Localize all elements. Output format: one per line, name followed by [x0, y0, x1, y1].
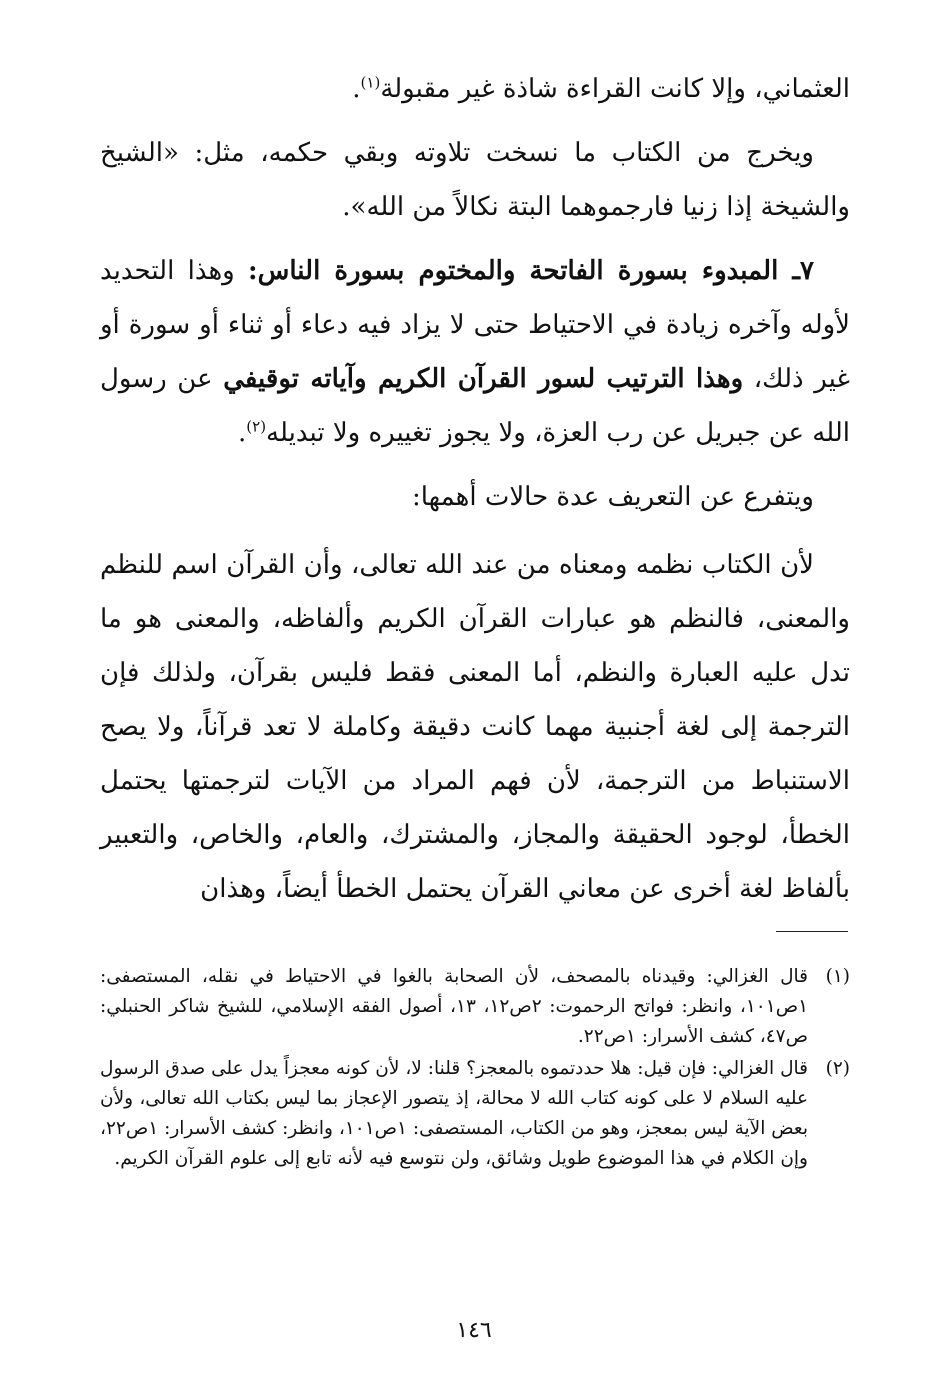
paragraph-5: لأن الكتاب نظمه ومعناه من عند الله تعالى، وأن القرآن اسم للنظم والمعنى، فالنظم هو عبارات القرآن الكريم وألفاظه، والمعنى هو ما تدل عليه العبارة والنظم، أما المعنى فقط فليس بقرآن، ولذلك فإن الترجمة إلى لغة أجنبية مهما كانت دقيقة وكاملة لا تعد قرآناً، ولا يصح الاستنباط من الترجمة، لأن فهم المراد من الآيات لترجمتها يحتمل الخطأ، لوجود الحقيقة والمجاز، والمشترك، والعام، والخاص، والتعبير بألفاظ لغة أخرى عن معاني القرآن يحتمل الخطأ أيضاً، وهذان — [100, 550, 850, 904]
paragraph-3-bold-phrase: وهذا الترتيب لسور القرآن الكريم وآياته توقيفي — [223, 364, 744, 394]
paragraph-2: ويخرج من الكتاب ما نسخت تلاوته وبقي حكمه، مثل: «الشيخ والشيخة إذا زنيا فارجموهما البتة نكالاً من الله». — [100, 138, 850, 222]
main-text — [100, 62, 850, 926]
footnote-ref-1[interactable]: (١) — [360, 73, 381, 92]
paragraph-3-text-b: عن رسول الله عن جبريل عن رب العزة، ولا يجوز تغييره ولا تبديله — [100, 364, 850, 448]
footnote-1-number: (١) — [825, 966, 850, 987]
paragraph-4: ويتفرع عن التعريف عدة حالات أهمها: — [411, 482, 814, 512]
footnote-2 — [100, 1054, 850, 1174]
footnote-ref-2[interactable]: (٢) — [246, 417, 267, 436]
paragraph-3-text-a: وهذا التحديد لأوله وآخره زيادة في الاحتياط حتى لا يزاد فيه دعاء أو ثناء أو سورة أو غير ذلك، — [100, 256, 851, 394]
paragraph-3 — [100, 244, 850, 460]
footnote-divider — [776, 931, 848, 932]
footnote-2-text: قال الغزالي: فإن قيل: هلا حددتموه بالمعجز؟ قلنا: لا، لأن كونه معجزاً يدل على صدق الرسول عليه السلام لا على كونه كتاب الله لا محالة، إذ يتصور الإعجاز بما ليس بكتاب الله تعالى، ولأن بعض الآية ليس بمعجز، وهو من الكتاب، المستصفى: ١ص١٠١، وانظر: كشف الأسرار: ١ص٢٢، وإن الكلام في هذا الموضوع طويل وشائق، ولن نتوسع فيه لأنه تابع إلى علوم القرآن الكريم. — [100, 1058, 808, 1169]
item-7-heading: ٧ـ المبدوء بسورة الفاتحة والمختوم بسورة الناس: — [248, 256, 814, 286]
footnotes — [100, 962, 850, 1176]
paragraph-1 — [100, 62, 850, 116]
footnote-1 — [100, 962, 850, 1052]
paragraph-3-end: . — [238, 418, 247, 448]
footnote-2-number: (٢) — [825, 1058, 850, 1079]
page-number: ١٤٦ — [456, 1318, 492, 1343]
paragraph-1-end: . — [352, 74, 361, 104]
paragraph-1-text: العثماني، وإلا كانت القراءة شاذة غير مقبولة — [380, 74, 850, 104]
footnote-1-text: قال الغزالي: وقيدناه بالمصحف، لأن الصحابة بالغوا في الاحتياط في نقله، المستصفى: ١ص١٠١، وانظر: فواتح الرحموت: ٢ص١٢، ١٣، أصول الفقه الإسلامي، للشيخ شاكر الحنبلي: ص٤٧، كشف الأسرار: ١ص٢٢. — [100, 966, 808, 1047]
